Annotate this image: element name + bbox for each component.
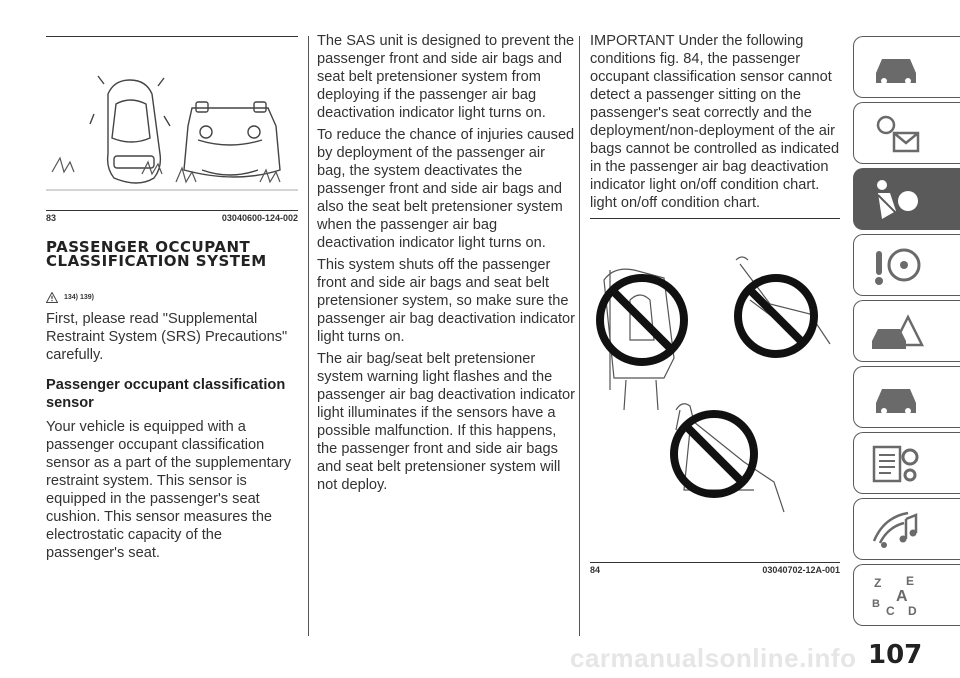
index-letter-a: A bbox=[896, 588, 908, 605]
column-2-text bbox=[317, 32, 575, 494]
tab-warning-lights[interactable] bbox=[853, 102, 960, 164]
maintenance-car-icon bbox=[868, 373, 924, 421]
tab-emergency[interactable] bbox=[853, 300, 960, 362]
malfunction-paragraph: The air bag/seat belt pretensioner system warning light flashes and the passenger air bag deactivation indicator light illuminates if the sensors have a possible malfunction. If this happens, the passenger front and side air bags and seat belt pretensioner system will not deploy. bbox=[317, 351, 575, 493]
watermark: carmanualsonline.info bbox=[570, 643, 857, 673]
index-letter-z: Z bbox=[874, 576, 882, 590]
prohibit-sign-1 bbox=[600, 278, 684, 362]
column-1-text bbox=[46, 310, 298, 562]
column-divider-2 bbox=[579, 36, 580, 636]
tab-starting-driving[interactable] bbox=[853, 234, 960, 296]
index-letter-c: C bbox=[886, 604, 895, 618]
sensor-subheading: Passenger occupant classification sensor bbox=[46, 377, 286, 411]
intro-paragraph: First, please read "Supplemental Restraint System (SRS) Precautions" carefully. bbox=[46, 311, 288, 363]
figure-83-caption-rule bbox=[46, 210, 298, 211]
dashboard-car-icon bbox=[868, 43, 924, 91]
figure-84-prohibited-postures bbox=[590, 240, 840, 560]
index-letter-d: D bbox=[908, 604, 917, 618]
tab-multimedia[interactable] bbox=[853, 498, 960, 560]
reclined-passenger-illustration bbox=[736, 257, 830, 344]
tab-index[interactable] bbox=[853, 564, 960, 626]
figure-83-code: 03040600-124-002 bbox=[221, 213, 298, 223]
safety-airbag-icon bbox=[868, 175, 924, 223]
figure-84-caption bbox=[590, 565, 840, 577]
reduce-injury-paragraph: To reduce the chance of injuries caused by deployment of the passenger air bag, the system deactivates the passenger front and side air bags and also the seat belt pretensioner system when the passenger air bag deactivation indicator light turns on. bbox=[317, 127, 575, 251]
starting-driving-icon bbox=[868, 241, 924, 289]
tab-maintenance[interactable] bbox=[853, 366, 960, 428]
car-upside-down-illustration bbox=[184, 102, 280, 177]
figure-84-number: 84 bbox=[590, 565, 601, 575]
multimedia-icon bbox=[868, 505, 924, 553]
grass-illustration bbox=[46, 158, 298, 190]
column-divider-1 bbox=[308, 36, 309, 636]
warning-triangle-icon bbox=[46, 292, 58, 303]
index-icon bbox=[868, 571, 924, 619]
tab-dashboard[interactable] bbox=[853, 36, 960, 98]
warning-lights-icon bbox=[868, 109, 924, 157]
figure-84-caption-rule bbox=[590, 562, 840, 563]
important-paragraph: IMPORTANT Under the following conditions fig. 84, the passenger occupant classification sensor cannot detect a passenger sitting on the passenger's seat correctly and the deployment/non-deployment of the air bags cannot be controlled as indicated in the passenger air bag deactivation indicator light on/off condition chart. light on/off condition chart. bbox=[590, 33, 840, 211]
sensor-paragraph: Your vehicle is equipped with a passenger occupant classification sensor as a part of the supplementary restraint system. This sensor is equipped in the passenger's seat cushion. This sensor measures the electrostatic capacity of the passenger's seat. bbox=[46, 419, 291, 561]
tab-technical-data[interactable] bbox=[853, 432, 960, 494]
car-on-side-illustration bbox=[90, 76, 170, 183]
section-title: PASSENGER OCCUPANT CLASSIFICATION SYSTEM bbox=[46, 238, 267, 270]
warning-references bbox=[46, 292, 94, 303]
figure-83-caption bbox=[46, 213, 298, 225]
page-number: 107 bbox=[868, 640, 923, 670]
column-3-text bbox=[590, 32, 840, 212]
sas-paragraph: The SAS unit is designed to prevent the passenger front and side air bags and seat belt pretensioner system from deploying if the passenger air bag deactivation indicator light turns on. bbox=[317, 33, 575, 121]
shutoff-paragraph: This system shuts off the passenger front and side air bags and seat belt pretensioner system, so make sure the passenger air bag deactivation indicator light turns on. bbox=[317, 257, 575, 345]
figure-83-overturned-vehicles bbox=[46, 44, 298, 206]
figure-84-top-rule bbox=[590, 218, 840, 219]
index-letter-b: B bbox=[872, 598, 880, 610]
index-letter-e: E bbox=[906, 574, 915, 588]
figure-84-code: 03040702-12A-001 bbox=[762, 565, 840, 575]
top-rule-col1 bbox=[46, 36, 298, 37]
technical-data-icon bbox=[868, 439, 924, 487]
emergency-icon bbox=[868, 307, 924, 355]
prohibit-sign-3 bbox=[674, 414, 754, 494]
figure-83-number: 83 bbox=[46, 213, 57, 223]
warning-refs-text: 134) 139) bbox=[64, 294, 94, 301]
prohibit-sign-2 bbox=[738, 278, 814, 354]
tab-safety[interactable] bbox=[853, 168, 960, 230]
